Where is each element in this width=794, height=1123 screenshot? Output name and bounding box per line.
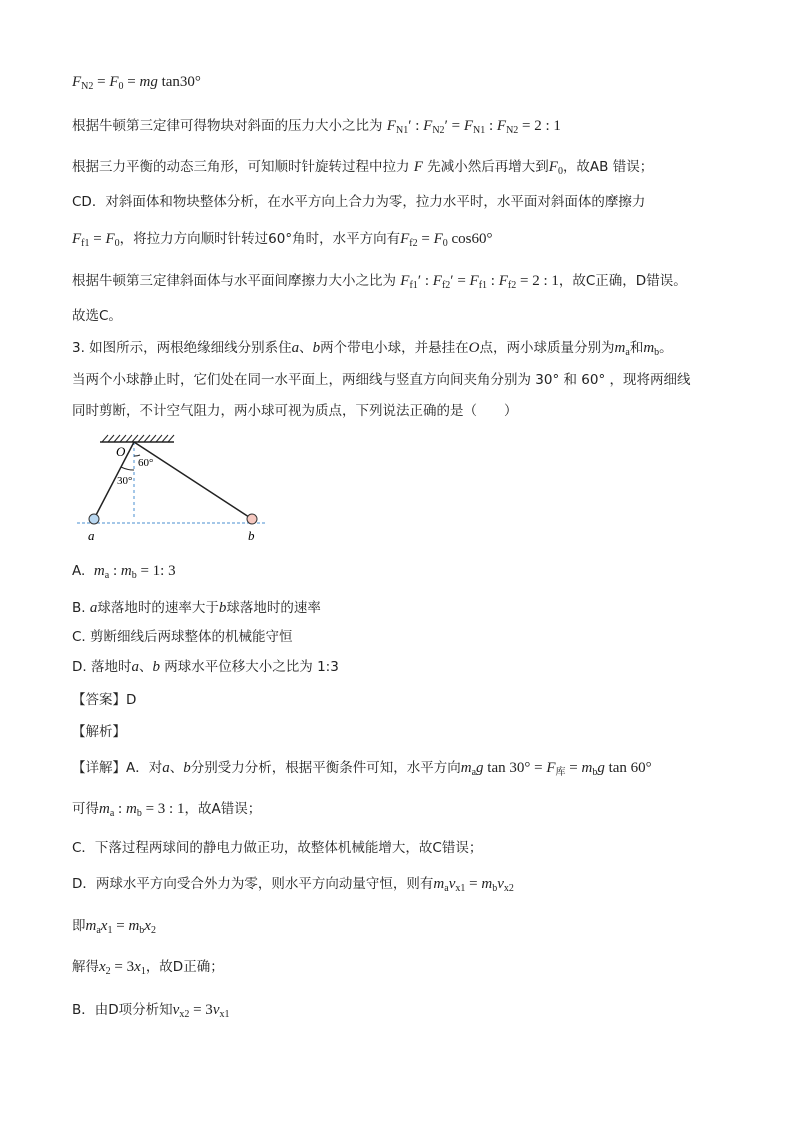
answer-line: 【答案】D: [72, 692, 137, 708]
ceiling-hatching: [102, 435, 174, 442]
analysis-tag: 【解析】: [72, 724, 126, 740]
detail-line-2: 可得$m_a$ : $m_b = 3$ : 1，故A错误；: [72, 801, 262, 819]
angle-arc-30: [121, 467, 134, 470]
text-line-dynamic-triangle: 根据三力平衡的动态三角形，可知顺时针旋转过程中拉力 F 先减小然后再增大到$F_0$，故AB 错误；: [72, 159, 654, 177]
option-c: C. 剪断细线后两球整体的机械能守恒: [72, 629, 293, 645]
ball-a: [89, 514, 99, 524]
option-d: D. 落地时a、b 两球水平位移大小之比为 1:3: [72, 659, 339, 675]
option-b: B. a球落地时的速率大于b球落地时的速率: [72, 600, 321, 616]
label-30: 30°: [117, 475, 133, 487]
detail-line-5: 即$m_ax_1 = m_bx_2$: [72, 918, 156, 936]
equation-pressure-ratio: $F_{N1}'$ : $F_{N2}' = F_{N1}$ : $F_{N2} = 2$ : 1: [386, 118, 561, 136]
detail-line-7: B．由D项分析知$v_{x2} = 3v_{x1}$: [72, 1002, 230, 1020]
angle-arc-60: [134, 455, 140, 456]
option-a: A. $m_a$ : $m_b = 1$: 3: [72, 563, 176, 581]
string-b: [134, 442, 252, 519]
label-b: b: [248, 528, 255, 543]
pendulum-figure: [72, 430, 272, 545]
text-line-friction: $F_{f1} = F_0$，将拉力方向顺时针转过60°角时，水平方向有$F_{f2} = F_0$ cos60°: [72, 231, 493, 249]
question-3-line-1: 3. 如图所示，两根绝缘细线分别系住a、b两个带电小球，并悬挂在O点，两小球质量分别为$m_a$和$m_b$。: [72, 340, 673, 358]
equation-fn2: $F_{N2} = F_0$ = mg tan30°: [72, 74, 201, 92]
label-60: 60°: [138, 457, 154, 469]
detail-line-6: 解得$x_2 = 3x_1$，故D正确；: [72, 959, 224, 977]
detail-line-3: C．下落过程两球间的静电力做正功，故整体机械能增大，故C错误；: [72, 840, 483, 856]
text-line-cd-analysis: CD．对斜面体和物块整体分析，在水平方向上合力为零，拉力水平时，水平面对斜面体的摩擦力: [72, 194, 646, 210]
text-line-friction-ratio: 根据牛顿第三定律斜面体与水平面间摩擦力大小之比为 $F_{f1}'$ : $F_{f2}' = F_{f1}$ : $F_{f2} = 2$ : 1，故C正确，D错误。: [72, 273, 687, 291]
text-line-pressure-ratio: [72, 116, 561, 141]
detail-line-1: 【详解】A．对a、b分别受力分析，根据平衡条件可知，水平方向$m_ag$ $\tan 30^\circ = F_库 = m_bg$ tan 60°: [72, 760, 652, 778]
text-line-choice: 故选C。: [72, 308, 122, 324]
detail-line-4: D．两球水平方向受合外力为零，则水平方向动量守恒，则有$m_av_{x1} = m_bv_{x2}$: [72, 876, 514, 894]
question-3-line-3: 同时剪断，不计空气阻力，两小球可视为质点，下列说法正确的是（ ）: [72, 403, 518, 419]
text: 根据牛顿第三定律可得物块对斜面的压力大小之比为: [72, 118, 383, 134]
question-3-line-2: 当两个小球静止时，它们处在同一水平面上，两细线与竖直方向间夹角分别为 30° 和 60° ，现将两细线: [72, 372, 691, 388]
label-O: O: [116, 444, 126, 459]
label-a: a: [88, 528, 95, 543]
ball-b: [247, 514, 257, 524]
